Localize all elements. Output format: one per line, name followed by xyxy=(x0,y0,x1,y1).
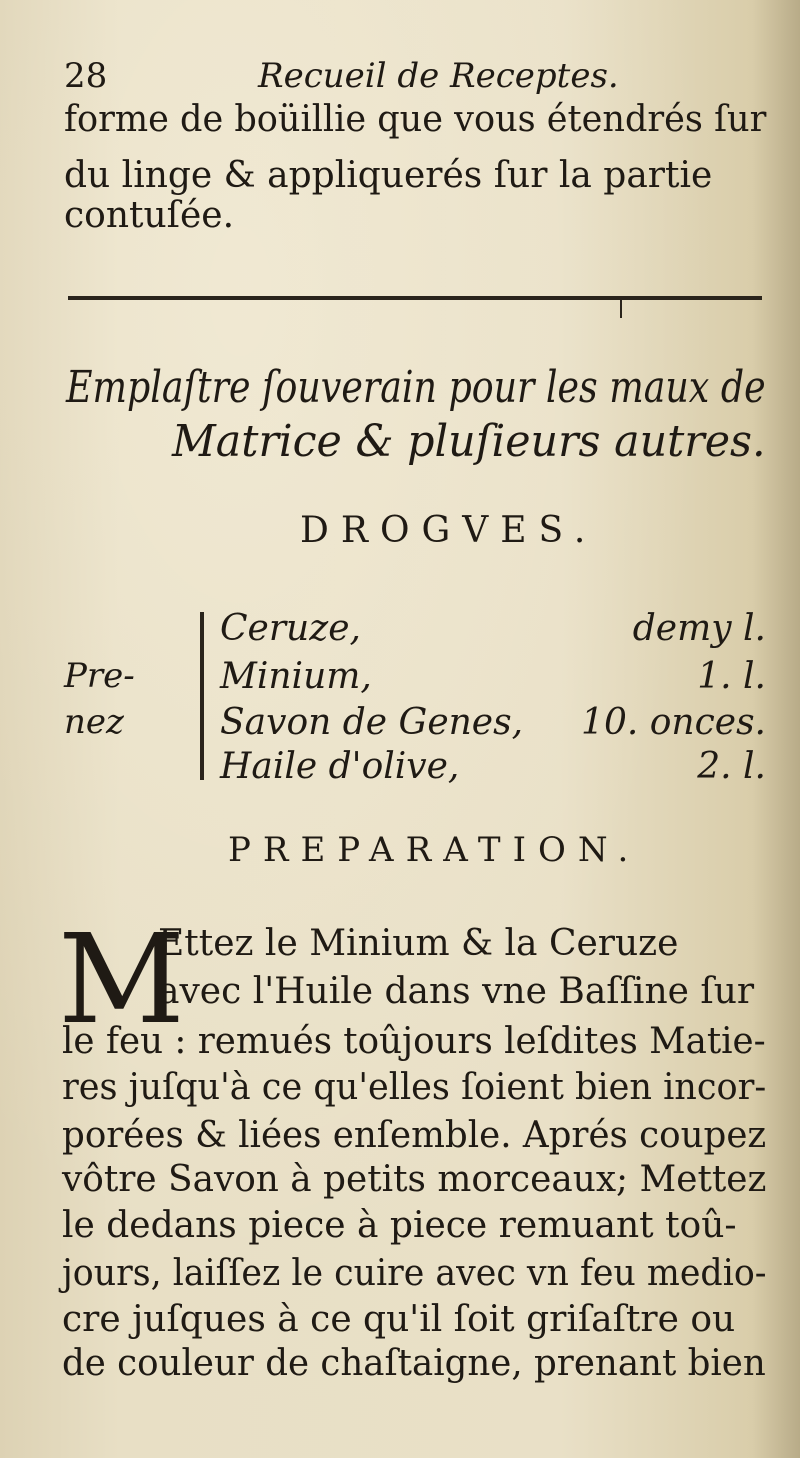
recipe-title-line: Matrice & pluſieurs autres. xyxy=(172,416,766,467)
body-line: cre juſques à ce qu'il ſoit griſaſtre ou xyxy=(62,1299,736,1340)
body-line: vôtre Savon à petits morceaux; Mettez xyxy=(62,1159,767,1200)
body-line: porées & liées enſemble. Aprés coupez xyxy=(62,1115,767,1156)
prenez-label: nez xyxy=(64,702,124,742)
body-line: res juſqu'à ce qu'elles ſoient bien incor- xyxy=(62,1067,767,1108)
body-line: le dedans piece à piece remuant toû- xyxy=(62,1205,737,1246)
page-number: 28 xyxy=(64,56,108,96)
divider-tick xyxy=(620,296,622,318)
body-line: Ettez le Minium & la Ceruze xyxy=(158,923,679,964)
body-line: de couleur de chaſtaigne, prenant bien xyxy=(62,1343,766,1384)
ingredient-quantity: 1. l. xyxy=(697,656,766,697)
body-line: le feu : remués toûjours leſdites Matie- xyxy=(62,1021,766,1062)
body-line: jours, laiſſez le cuire avec vn feu medio- xyxy=(62,1253,767,1294)
ingredient-brace xyxy=(200,612,204,780)
ingredient-name: Minium, xyxy=(220,656,372,697)
ingredient-name: Ceruze, xyxy=(220,608,361,649)
prenez-label: Pre- xyxy=(64,656,135,696)
section-divider xyxy=(68,296,762,304)
body-line: avec l'Huile dans vne Baſſine ſur xyxy=(158,971,755,1012)
ingredient-quantity: demy l. xyxy=(632,608,766,649)
ingredient-quantity: 2. l. xyxy=(697,746,766,787)
drugs-heading: DROGVES. xyxy=(300,510,598,551)
intro-line: du linge & appliquerés ſur la partie xyxy=(64,155,713,196)
running-title: Recueil de Receptes. xyxy=(258,56,619,96)
ingredient-name: Savon de Genes, xyxy=(220,702,524,743)
intro-line: contuſée. xyxy=(64,195,235,236)
intro-line: forme de boüillie que vous étendrés ſur xyxy=(64,99,767,140)
preparation-heading: PREPARATION. xyxy=(228,830,641,870)
ingredient-quantity: 10. onces. xyxy=(581,702,766,743)
drop-cap: M xyxy=(58,908,185,1052)
recipe-title-line: Emplaſtre ſouverain pour les maux de xyxy=(66,362,766,413)
ingredient-name: Haile d'olive, xyxy=(220,746,460,787)
